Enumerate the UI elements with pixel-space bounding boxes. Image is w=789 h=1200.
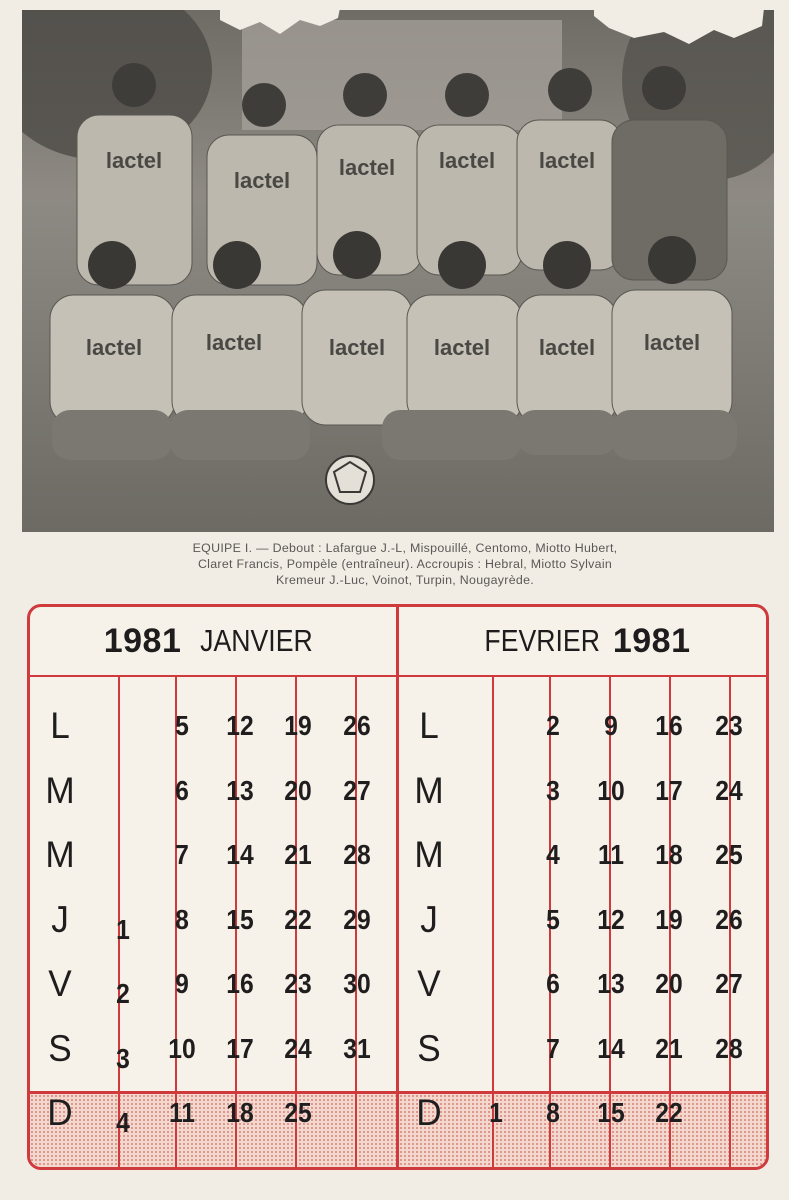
- day-number: 29: [343, 903, 371, 935]
- day-number: 15: [226, 903, 254, 935]
- day-number: 14: [226, 839, 254, 870]
- day-number: 12: [597, 903, 625, 935]
- day-number: 5: [546, 903, 560, 935]
- weekday-letter: S: [48, 1027, 72, 1069]
- caption-line: Claret Francis, Pompèle (entraîneur). Accroupis : Hebral, Miotto Sylvain: [197, 557, 613, 571]
- day-number: 20: [284, 774, 312, 806]
- weekday-letter: V: [417, 963, 441, 1004]
- day-number: 3: [116, 1042, 130, 1074]
- day-number: 17: [655, 774, 683, 806]
- day-number: 2: [116, 978, 130, 1009]
- day-number: 12: [226, 710, 254, 741]
- month-january: [30, 607, 399, 1167]
- jersey-text: lactel: [233, 168, 291, 193]
- photo-caption: [60, 540, 750, 588]
- month-days: [399, 677, 766, 1167]
- weekday-letter: J: [51, 898, 69, 940]
- day-number: 7: [175, 839, 189, 870]
- day-number: 23: [284, 968, 312, 999]
- day-number: 18: [655, 839, 683, 870]
- weekday-letter: S: [417, 1027, 441, 1069]
- day-number: 14: [597, 1032, 625, 1064]
- day-number: 20: [655, 968, 683, 999]
- day-number: 25: [284, 1097, 312, 1128]
- day-number: 10: [168, 1032, 196, 1064]
- day-number: 5: [175, 710, 189, 741]
- day-number: 19: [284, 710, 312, 741]
- day-number: 27: [343, 774, 371, 806]
- jersey-text: lactel: [538, 148, 596, 173]
- day-number: 1: [116, 913, 130, 945]
- weekday-letter: D: [416, 1092, 442, 1133]
- caption-line: EQUIPE I. — Debout : Lafargue J.-L, Mispouillé, Centomo, Miotto Hubert,: [192, 541, 618, 555]
- day-number: 1: [489, 1097, 503, 1128]
- day-number: 13: [226, 774, 254, 806]
- day-number: 21: [655, 1032, 683, 1064]
- day-number: 18: [226, 1097, 254, 1128]
- month-year: 1981: [103, 621, 182, 660]
- jersey-text: lactel: [205, 330, 263, 355]
- day-number: 16: [655, 710, 683, 741]
- day-number: 16: [226, 968, 254, 999]
- day-number: 25: [715, 839, 743, 870]
- weekday-letter: J: [420, 898, 438, 940]
- weekday-letter: M: [45, 769, 75, 811]
- torn-paper-edge: [220, 10, 340, 38]
- weekday-letter: D: [47, 1092, 73, 1133]
- jersey-text: lactel: [643, 330, 701, 355]
- torn-paper-edge: [594, 10, 764, 48]
- team-photo-image: [22, 10, 774, 532]
- day-number: 24: [715, 774, 743, 806]
- weekday-letter: L: [50, 705, 70, 746]
- day-number: 6: [546, 968, 560, 999]
- day-number: 21: [284, 839, 312, 870]
- day-number: 27: [715, 968, 743, 999]
- jersey-text: lactel: [438, 148, 496, 173]
- day-number: 8: [546, 1097, 560, 1128]
- day-number: 28: [715, 1032, 743, 1064]
- month-name: JANVIER: [200, 623, 314, 658]
- day-number: 31: [343, 1032, 371, 1064]
- day-number: 9: [175, 968, 189, 999]
- month-days: [30, 677, 396, 1167]
- caption-line: Kremeur J.-Luc, Voinot, Turpin, Nougayrède.: [275, 573, 535, 587]
- day-number: 7: [546, 1032, 560, 1064]
- day-number: 26: [343, 710, 371, 741]
- weekday-letter: M: [414, 834, 444, 875]
- day-number: 11: [597, 839, 625, 870]
- month-header: [30, 607, 396, 677]
- day-number: 22: [284, 903, 312, 935]
- day-number: 23: [715, 710, 743, 741]
- day-number: 6: [175, 774, 189, 806]
- jersey-text: lactel: [328, 335, 386, 360]
- jersey-text: lactel: [105, 148, 163, 173]
- day-number: 30: [343, 968, 371, 999]
- month-name: FEVRIER: [483, 623, 600, 658]
- day-number: 10: [597, 774, 625, 806]
- day-number: 22: [655, 1097, 683, 1128]
- weekday-letter: M: [45, 834, 75, 875]
- day-number: 17: [226, 1032, 254, 1064]
- jersey-text: lactel: [85, 335, 143, 360]
- month-february: [399, 607, 766, 1167]
- day-number: 4: [546, 839, 560, 870]
- jersey-text: lactel: [338, 155, 396, 180]
- day-number: 19: [655, 903, 683, 935]
- month-header: [399, 607, 766, 677]
- calendar-grid: [27, 604, 769, 1170]
- month-year: 1981: [612, 621, 691, 660]
- day-number: 13: [597, 968, 625, 999]
- day-number: 15: [597, 1097, 625, 1128]
- day-number: 28: [343, 839, 371, 870]
- weekday-letter: M: [414, 769, 444, 811]
- weekday-letter: V: [48, 963, 72, 1004]
- day-number: 9: [604, 710, 618, 741]
- day-number: 4: [116, 1107, 130, 1138]
- column-divider: [492, 677, 494, 1167]
- team-photo: [22, 10, 774, 532]
- day-number: 3: [546, 774, 560, 806]
- day-number: 8: [175, 903, 189, 935]
- day-number: 24: [284, 1032, 312, 1064]
- weekday-letter: L: [419, 705, 439, 746]
- day-number: 2: [546, 710, 560, 741]
- day-number: 26: [715, 903, 743, 935]
- day-number: 11: [168, 1097, 196, 1128]
- jersey-text: lactel: [538, 335, 596, 360]
- jersey-text: lactel: [433, 335, 491, 360]
